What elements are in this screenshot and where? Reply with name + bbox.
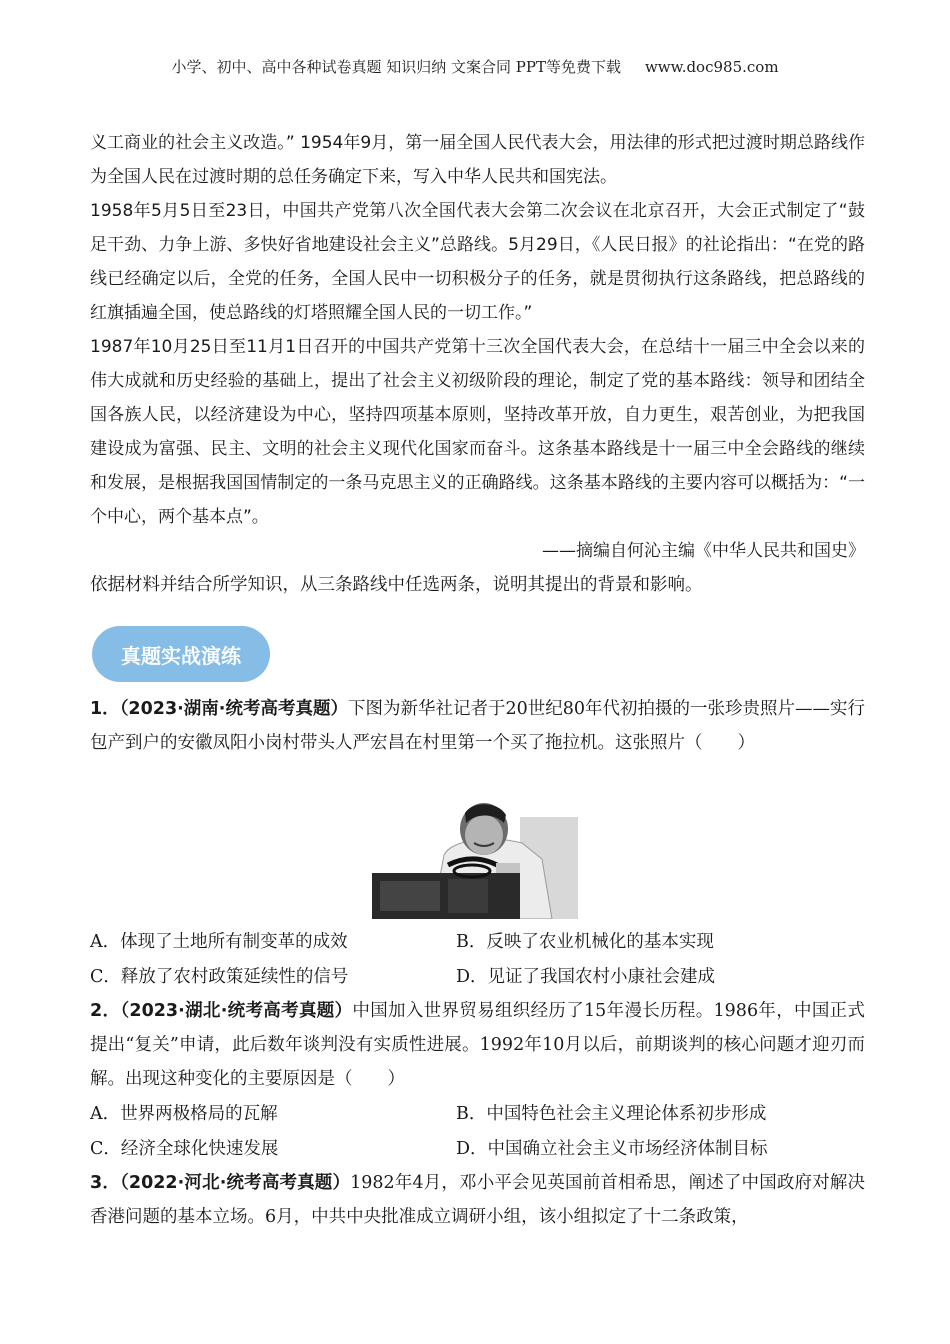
question-1-option-c[interactable]: C．释放了农村政策延续性的信号 bbox=[90, 967, 349, 987]
question-3-number: 3． bbox=[90, 1173, 120, 1193]
question-1-options bbox=[90, 923, 865, 993]
question-1-option-d[interactable]: D．见证了我国农村小康社会建成 bbox=[456, 967, 716, 987]
header-site[interactable]: www.doc985.com bbox=[644, 58, 779, 76]
material-prompt: 依据材料并结合所学知识，从三条路线中任选两条，说明其提出的背景和影响。 bbox=[90, 575, 703, 595]
question-3-stem: 1982年4月，邓小平会见英国前首相希思，阐述了中国政府对解决香港问题的基本立场。6月，中共中央批准成立调研小组，该小组拟定了十二条政策， bbox=[90, 1173, 865, 1227]
section-title-badge: 真题实战演练 bbox=[92, 626, 270, 682]
page-header bbox=[0, 56, 950, 77]
question-1-option-b[interactable]: B．反映了农业机械化的基本实现 bbox=[456, 932, 714, 952]
material-paragraph-1: 义工商业的社会主义改造。” 1954年9月，第一届全国人民代表大会，用法律的形式把过渡时期总路线作为全国人民在过渡时期的总任务确定下来，写入中华人民共和国宪法。 bbox=[90, 133, 865, 187]
question-2-option-d[interactable]: D．中国确立社会主义市场经济体制目标 bbox=[456, 1139, 768, 1159]
question-2-number: 2． bbox=[90, 1001, 121, 1021]
tractor-photo bbox=[372, 799, 578, 919]
question-2 bbox=[90, 994, 865, 1096]
question-1-number: 1． bbox=[90, 699, 120, 719]
question-1 bbox=[90, 692, 865, 760]
question-2-stem: 中国加入世界贸易组织经历了15年漫长历程。1986年，中国正式提出“复关”申请，此后数年谈判没有实质性进展。1992年10月以后，前期谈判的核心问题才迎刃而解。出现这种变化的主要原因是（ ） bbox=[90, 1001, 865, 1089]
material-paragraph-3: 1987年10月25日至11月1日召开的中国共产党第十三次全国代表大会，在总结十一届三中全会以来的伟大成就和历史经验的基础上，提出了社会主义初级阶段的理论，制定了党的基本路线：领导和团结全国各族人民，以经济建设为中心，坚持四项基本原则，坚持改革开放，自力更生，艰苦创业，为把我国建设成为富强、民主、文明的社会主义现代化国家而奋斗。这条基本路线是十一届三中全会路线的继续和发展，是根据我国国情制定的一条马克思主义的正确路线。这条基本路线的主要内容可以概括为：“一个中心，两个基本点”。 bbox=[90, 337, 865, 527]
question-1-stem: 下图为新华社记者于20世纪80年代初拍摄的一张珍贵照片——实行包产到户的安徽凤阳小岗村带头人严宏昌在村里第一个买了拖拉机。这张照片（ ） bbox=[90, 699, 865, 753]
material-source: ——摘编自何沁主编《中华人民共和国史》 bbox=[542, 541, 865, 561]
question-2-tag: （2023·湖北·统考高考真题） bbox=[120, 1001, 353, 1021]
material-paragraph-2: 1958年5月5日至23日，中国共产党第八次全国代表大会第二次会议在北京召开，大会正式制定了“鼓足干劲、力争上游、多快好省地建设社会主义”总路线。5月29日，《人民日报》的社论指出：“在党的路线已经确定以后，全党的任务，全国人民中一切积极分子的任务，就是贯彻执行这条路线，把总路线的红旗插遍全国，使总路线的灯塔照耀全国人民的一切工作。” bbox=[90, 201, 865, 323]
question-2-option-c[interactable]: C．经济全球化快速发展 bbox=[90, 1139, 279, 1159]
question-3-tag: （2022·河北·统考高考真题） bbox=[120, 1173, 351, 1193]
question-3 bbox=[90, 1166, 865, 1234]
question-2-option-b[interactable]: B．中国特色社会主义理论体系初步形成 bbox=[456, 1104, 767, 1124]
question-2-options bbox=[90, 1095, 865, 1165]
material-block bbox=[90, 126, 865, 602]
header-text: 小学、初中、高中各种试卷真题 知识归纳 文案合同 PPT等免费下载 bbox=[171, 58, 621, 76]
question-1-tag: （2023·湖南·统考高考真题） bbox=[119, 699, 348, 719]
question-2-option-a[interactable]: A．世界两极格局的瓦解 bbox=[90, 1104, 278, 1124]
question-1-option-a[interactable]: A．体现了土地所有制变革的成效 bbox=[90, 932, 348, 952]
